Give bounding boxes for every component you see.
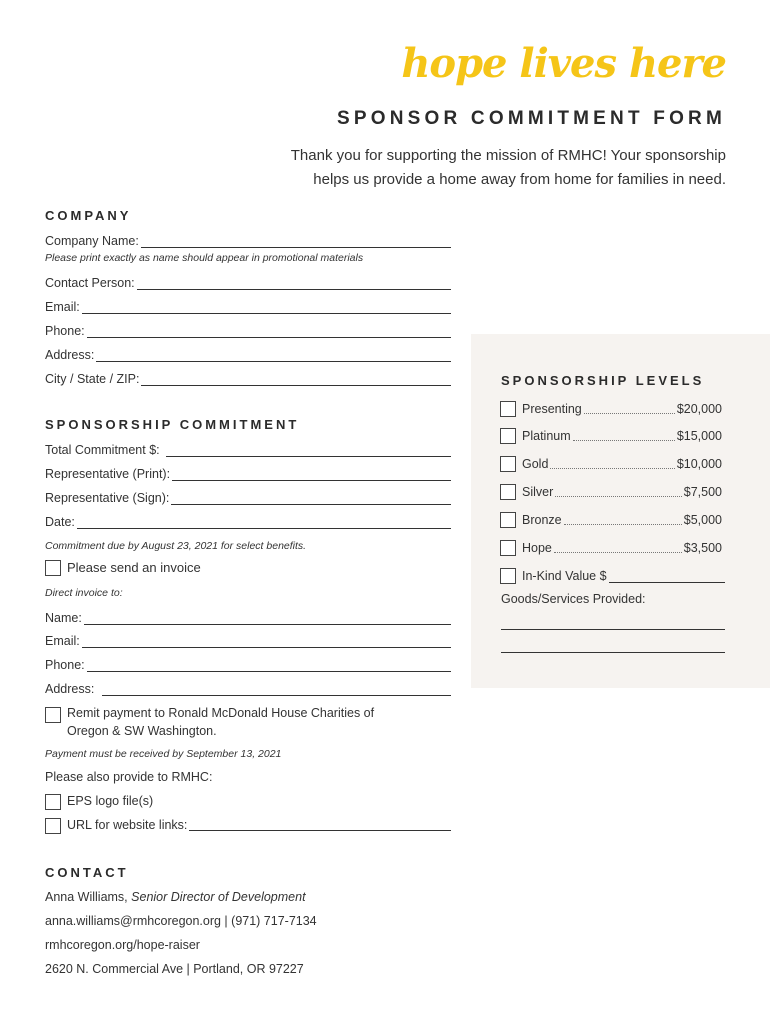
contact-address: 2620 N. Commercial Ave | Portland, OR 97227 xyxy=(45,962,304,976)
company-heading: COMPANY xyxy=(45,208,132,223)
level-silver[interactable] xyxy=(500,483,722,501)
invoice-name-input-line[interactable] xyxy=(84,612,451,625)
remit-payment-label xyxy=(67,704,374,740)
level-gold[interactable] xyxy=(500,455,722,473)
invoice-name-field[interactable] xyxy=(45,609,451,625)
date-input-line[interactable] xyxy=(77,516,451,529)
company-city-input-line[interactable] xyxy=(141,373,451,386)
level-name: Gold xyxy=(522,457,549,471)
company-phone-field[interactable] xyxy=(45,322,451,338)
level-amount: $5,000 xyxy=(683,513,722,527)
url-links-label: URL for website links: xyxy=(67,818,188,832)
leader-dots xyxy=(554,543,682,553)
invoice-email-label: Email: xyxy=(45,634,80,648)
level-in-kind-checkbox[interactable] xyxy=(500,568,516,584)
leader-dots xyxy=(550,459,674,469)
level-name: Presenting xyxy=(522,402,582,416)
commitment-heading: SPONSORSHIP COMMITMENT xyxy=(45,417,300,432)
contact-heading: CONTACT xyxy=(45,865,129,880)
company-email-input-line[interactable] xyxy=(82,301,451,314)
contact-person-field[interactable] xyxy=(45,274,451,290)
in-kind-value-input-line[interactable] xyxy=(609,570,725,583)
eps-logo-option[interactable] xyxy=(45,794,153,810)
invoice-email-field[interactable] xyxy=(45,632,451,648)
direct-invoice-note: Direct invoice to: xyxy=(45,587,123,599)
invoice-email-input-line[interactable] xyxy=(82,635,451,648)
company-phone-label: Phone: xyxy=(45,324,85,338)
level-amount: $3,500 xyxy=(683,541,722,555)
remit-payment-line-2: Oregon & SW Washington. xyxy=(67,724,217,738)
contact-title: Senior Director of Development xyxy=(131,890,306,904)
remit-payment-line-1: Remit payment to Ronald McDonald House Charities of xyxy=(67,706,375,720)
total-commitment-input-line[interactable] xyxy=(166,444,451,457)
company-name-label: Company Name: xyxy=(45,234,139,248)
company-address-label: Address: xyxy=(45,348,95,362)
send-invoice-option[interactable] xyxy=(45,560,201,576)
level-in-kind[interactable] xyxy=(500,567,725,585)
level-silver-checkbox[interactable] xyxy=(500,484,516,500)
rep-sign-label: Representative (Sign): xyxy=(45,491,170,505)
contact-email-phone: anna.williams@rmhcoregon.org | (971) 717-7134 xyxy=(45,914,317,928)
level-hope[interactable] xyxy=(500,539,722,557)
rep-sign-field[interactable] xyxy=(45,489,451,505)
level-name: Platinum xyxy=(522,429,571,443)
eps-logo-checkbox[interactable] xyxy=(45,794,61,810)
remit-payment-checkbox[interactable] xyxy=(45,707,61,723)
date-label: Date: xyxy=(45,515,75,529)
url-links-option[interactable] xyxy=(45,818,451,834)
level-amount: $7,500 xyxy=(683,485,722,499)
level-hope-checkbox[interactable] xyxy=(500,540,516,556)
total-commitment-field[interactable] xyxy=(45,441,451,457)
contact-name-line xyxy=(45,890,306,904)
company-address-field[interactable] xyxy=(45,346,451,362)
company-city-field[interactable] xyxy=(45,370,451,386)
level-gold-checkbox[interactable] xyxy=(500,456,516,472)
rep-print-input-line[interactable] xyxy=(172,468,451,481)
rep-print-field[interactable] xyxy=(45,465,451,481)
url-links-input-line[interactable] xyxy=(189,818,451,831)
remit-payment-option[interactable] xyxy=(45,704,374,740)
company-name-input-line[interactable] xyxy=(141,235,451,248)
level-name: Bronze xyxy=(522,513,562,527)
company-city-label: City / State / ZIP: xyxy=(45,372,140,386)
form-title: SPONSOR COMMITMENT FORM xyxy=(337,108,726,129)
payment-due-note: Payment must be received by September 13, 2021 xyxy=(45,748,282,760)
company-email-field[interactable] xyxy=(45,298,451,314)
send-invoice-label: Please send an invoice xyxy=(67,560,201,575)
level-name: Hope xyxy=(522,541,552,555)
contact-website: rmhcoregon.org/hope-raiser xyxy=(45,938,200,952)
contact-person-label: Contact Person: xyxy=(45,276,135,290)
level-presenting[interactable] xyxy=(500,400,722,418)
date-field[interactable] xyxy=(45,513,451,529)
leader-dots xyxy=(564,515,682,525)
company-name-field[interactable] xyxy=(45,232,451,248)
intro-text: Thank you for supporting the mission of RMHC! Your sponsorship helps us provide a home away from home for families in need. xyxy=(290,147,726,188)
hope-lives-here-logo: hope lives here xyxy=(401,40,726,87)
company-address-input-line[interactable] xyxy=(96,349,451,362)
leader-dots xyxy=(573,431,675,441)
rep-print-label: Representative (Print): xyxy=(45,467,171,481)
company-email-label: Email: xyxy=(45,300,80,314)
invoice-name-label: Name: xyxy=(45,611,82,625)
goods-services-input-line-2[interactable] xyxy=(501,652,725,653)
level-bronze-checkbox[interactable] xyxy=(500,512,516,528)
level-platinum-checkbox[interactable] xyxy=(500,428,516,444)
levels-heading: SPONSORSHIP LEVELS xyxy=(501,373,705,388)
company-phone-input-line[interactable] xyxy=(87,325,451,338)
eps-logo-label: EPS logo file(s) xyxy=(67,794,154,808)
level-presenting-checkbox[interactable] xyxy=(500,401,516,417)
level-bronze[interactable] xyxy=(500,511,722,529)
commitment-due-note: Commitment due by August 23, 2021 for select benefits. xyxy=(45,540,307,552)
level-name: Silver xyxy=(522,485,554,499)
level-amount: $15,000 xyxy=(676,429,722,443)
invoice-address-field[interactable] xyxy=(45,680,451,696)
invoice-phone-input-line[interactable] xyxy=(87,659,451,672)
invoice-phone-label: Phone: xyxy=(45,658,85,672)
level-amount: $20,000 xyxy=(676,402,722,416)
contact-person-input-line[interactable] xyxy=(137,277,451,290)
leader-dots xyxy=(555,487,682,497)
goods-services-label: Goods/Services Provided: xyxy=(501,592,646,606)
company-name-note: Please print exactly as name should appear in promotional materials xyxy=(45,252,364,264)
rep-sign-input-line[interactable] xyxy=(171,492,451,505)
send-invoice-checkbox[interactable] xyxy=(45,560,61,576)
url-links-checkbox[interactable] xyxy=(45,818,61,834)
also-provide-label: Please also provide to RMHC: xyxy=(45,770,213,784)
goods-services-input-line-1[interactable] xyxy=(501,629,725,630)
invoice-phone-field[interactable] xyxy=(45,656,451,672)
invoice-address-input-line[interactable] xyxy=(102,683,451,696)
level-amount: $10,000 xyxy=(676,457,722,471)
in-kind-label: In-Kind Value $ xyxy=(522,569,607,583)
leader-dots xyxy=(584,404,675,414)
invoice-address-label: Address: xyxy=(45,682,95,696)
contact-name: Anna Williams, xyxy=(45,890,128,904)
total-commitment-label: Total Commitment $: xyxy=(45,443,160,457)
level-platinum[interactable] xyxy=(500,427,722,445)
